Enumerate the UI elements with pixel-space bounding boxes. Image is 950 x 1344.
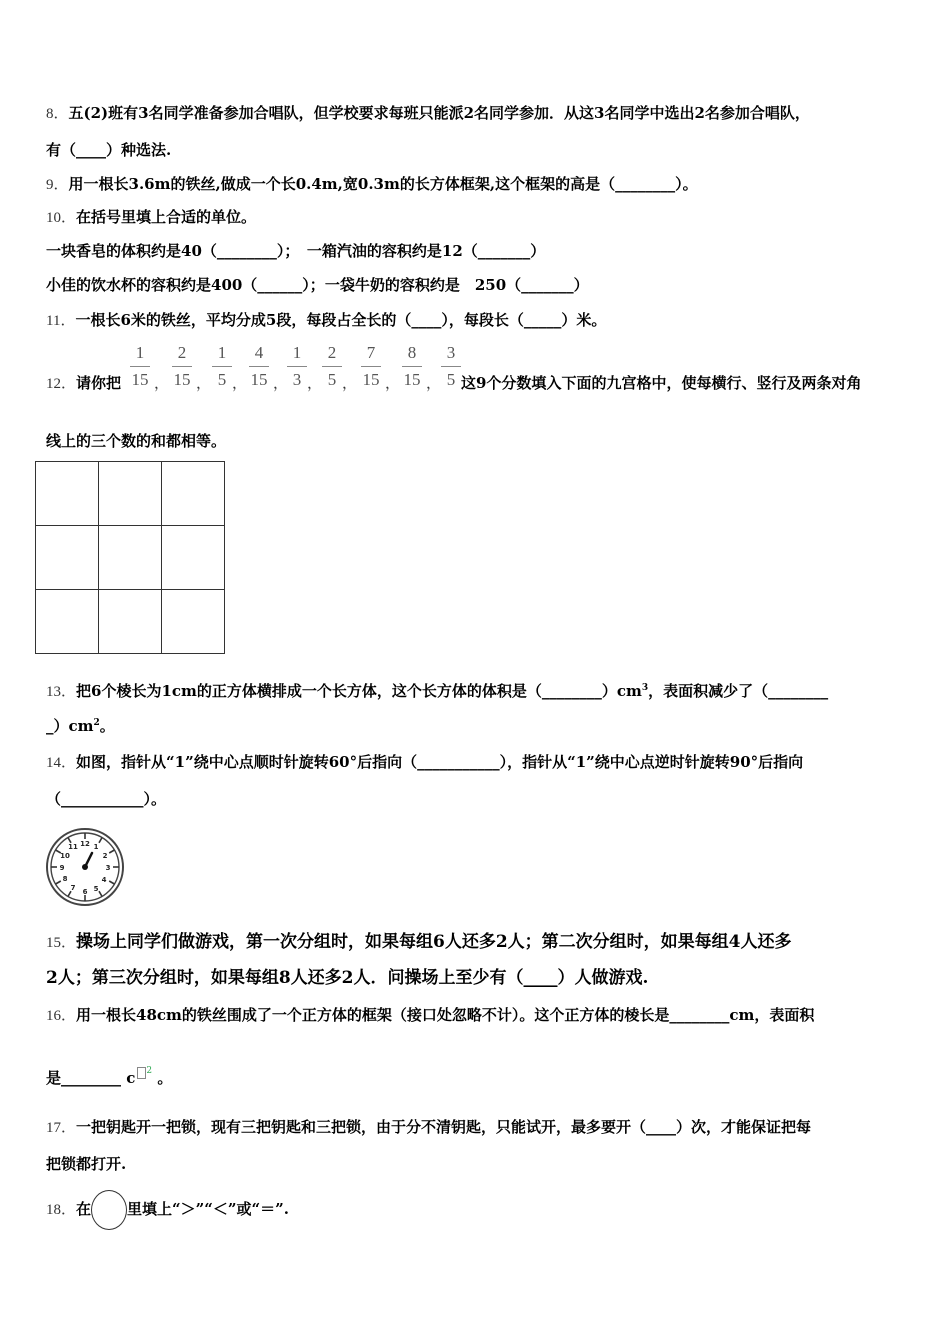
question-16 xyxy=(46,1005,814,1026)
question-text: 里填上“＞”“＜”或“＝”. xyxy=(127,1200,290,1218)
grid-cell[interactable] xyxy=(99,526,162,590)
question-number: 9． xyxy=(46,177,69,193)
comma: ， xyxy=(307,374,323,392)
question-11 xyxy=(46,310,606,331)
question-number: 14． xyxy=(46,755,77,771)
question-18 xyxy=(46,1199,289,1220)
question-15-line2 xyxy=(46,968,648,988)
fraction-2: 2 15 xyxy=(173,343,191,389)
fraction-8: 8 15 xyxy=(403,343,421,389)
question-8-line2 xyxy=(46,140,171,160)
svg-text:1: 1 xyxy=(93,843,99,851)
grid-cell[interactable] xyxy=(99,462,162,526)
question-16-line2 xyxy=(46,1061,172,1088)
comma: ， xyxy=(342,374,358,392)
svg-text:6: 6 xyxy=(82,888,88,896)
question-text: 把6个棱长为1cm的正方体横排成一个长方体，这个长方体的体积是（________）cm xyxy=(76,682,642,700)
question-text: 在 xyxy=(76,1200,92,1218)
question-text: 。 xyxy=(99,717,115,735)
grid-cell[interactable] xyxy=(162,526,225,590)
svg-text:4: 4 xyxy=(101,876,107,884)
grid-cell[interactable] xyxy=(162,462,225,526)
question-17-line2 xyxy=(46,1154,126,1174)
comma: ， xyxy=(385,374,401,392)
svg-text:12: 12 xyxy=(80,840,90,848)
comma: ， xyxy=(426,374,442,392)
question-text: 五(2)班有3名同学准备参加合唱队，但学校要求每班只能派2名同学参加．从这3名同学中选出2名参加合唱队， xyxy=(68,104,810,122)
question-title: 在括号里填上合适的单位。 xyxy=(76,208,257,226)
comparison-circle[interactable] xyxy=(91,1190,127,1230)
question-number: 13． xyxy=(46,684,77,700)
question-text: 有（____）种选法. xyxy=(46,141,172,159)
question-text: 如图，指针从“1”绕中心点顺时针旋转60°后指向（___________），指针从“1”绕中心点逆时针旋转90°后指向 xyxy=(76,753,804,771)
question-text: 用一根长3.6m的铁丝,做成一个长0.4m,宽0.3m的长方体框架,这个框架的高是（________）。 xyxy=(68,175,698,193)
question-14-line2 xyxy=(46,789,166,809)
question-text: 请你把 xyxy=(76,374,122,392)
comma: ， xyxy=(232,374,248,392)
question-13-line2 xyxy=(46,716,115,736)
question-12-line2 xyxy=(46,431,226,451)
grid-cell[interactable] xyxy=(36,526,99,590)
svg-text:3: 3 xyxy=(105,864,111,872)
svg-text:11: 11 xyxy=(68,843,78,851)
fraction-3: 1 5 xyxy=(211,343,233,390)
question-text: 是________ c xyxy=(46,1069,136,1087)
question-number: 10． xyxy=(46,210,77,226)
fraction-4: 4 15 xyxy=(250,343,268,389)
svg-text:8: 8 xyxy=(62,875,68,883)
question-9 xyxy=(46,174,698,195)
question-10 xyxy=(46,207,256,228)
fraction-5: 1 3 xyxy=(286,343,308,390)
grid-cell[interactable] xyxy=(36,462,99,526)
grid-cell[interactable] xyxy=(99,590,162,654)
question-text: 一根长6米的铁丝，平均分成5段，每段占全长的（____），每段长（_____）米。 xyxy=(75,311,607,329)
fraction-6: 2 5 xyxy=(321,343,343,390)
question-text: ，表面积减少了（________ xyxy=(648,682,829,700)
question-number: 18． xyxy=(46,1202,77,1218)
magic-square-grid xyxy=(35,461,225,654)
superscript: 3 xyxy=(641,683,649,693)
clock-figure xyxy=(44,826,126,912)
question-8 xyxy=(46,103,810,124)
question-14 xyxy=(46,752,803,773)
question-number: 16． xyxy=(46,1008,77,1024)
question-text: 一把钥匙开一把锁，现有三把钥匙和三把锁，由于分不清钥匙，只能试开，最多要开（____）次，才能保证把每 xyxy=(76,1118,812,1136)
fraction-9: 3 5 xyxy=(440,343,462,390)
svg-text:2: 2 xyxy=(102,852,108,860)
missing-glyph-icon xyxy=(137,1067,146,1079)
svg-text:7: 7 xyxy=(70,884,76,892)
question-text: 用一根长48cm的铁丝围成了一个正方体的框架（接口处忽略不计）。这个正方体的棱长是________cm，表面积 xyxy=(76,1006,815,1024)
fraction-7: 7 15 xyxy=(362,343,380,389)
grid-cell[interactable] xyxy=(36,590,99,654)
question-number: 8． xyxy=(46,106,69,122)
clock-icon xyxy=(44,826,126,908)
comma: ， xyxy=(273,374,289,392)
comma: ， xyxy=(196,374,212,392)
question-15 xyxy=(46,932,792,953)
question-text: 线上的三个数的和都相等。 xyxy=(46,432,227,450)
question-12-prefix xyxy=(46,372,121,393)
question-text: 2人；第三次分组时，如果每组8人还多2人．问操场上至少有（____）人做游戏. xyxy=(46,968,649,988)
question-13 xyxy=(46,681,828,702)
superscript: 2 xyxy=(93,718,100,728)
comma: ， xyxy=(154,374,170,392)
svg-text:10: 10 xyxy=(60,852,70,860)
question-text: 把锁都打开. xyxy=(46,1155,127,1173)
question-17 xyxy=(46,1117,811,1138)
question-text: 。 xyxy=(152,1069,173,1087)
question-number: 11． xyxy=(46,313,76,329)
question-text: 小佳的饮水杯的容积约是400（______）；一袋牛奶的容积约是 250（_______） xyxy=(46,276,589,294)
question-number: 15． xyxy=(46,935,77,951)
question-text: 一块香皂的体积约是40（________）； 一箱汽油的容积约是12（_______） xyxy=(46,242,546,260)
question-text: （___________）。 xyxy=(46,790,167,808)
svg-text:9: 9 xyxy=(59,864,65,872)
svg-text:5: 5 xyxy=(93,885,99,893)
question-number: 12． xyxy=(46,376,77,392)
superscript: 2 xyxy=(146,1066,153,1076)
question-text: _）cm xyxy=(46,717,94,735)
question-text: 这9个分数填入下面的九宫格中，使每横行、竖行及两条对角 xyxy=(461,374,862,392)
grid-cell[interactable] xyxy=(162,590,225,654)
fraction-1: 1 15 xyxy=(131,343,149,389)
question-number: 17． xyxy=(46,1120,77,1136)
question-text: 操场上同学们做游戏，第一次分组时，如果每组6人还多2人；第二次分组时，如果每组4人还多 xyxy=(76,932,792,952)
question-10-line2 xyxy=(46,275,589,295)
question-10-line1 xyxy=(46,241,545,261)
